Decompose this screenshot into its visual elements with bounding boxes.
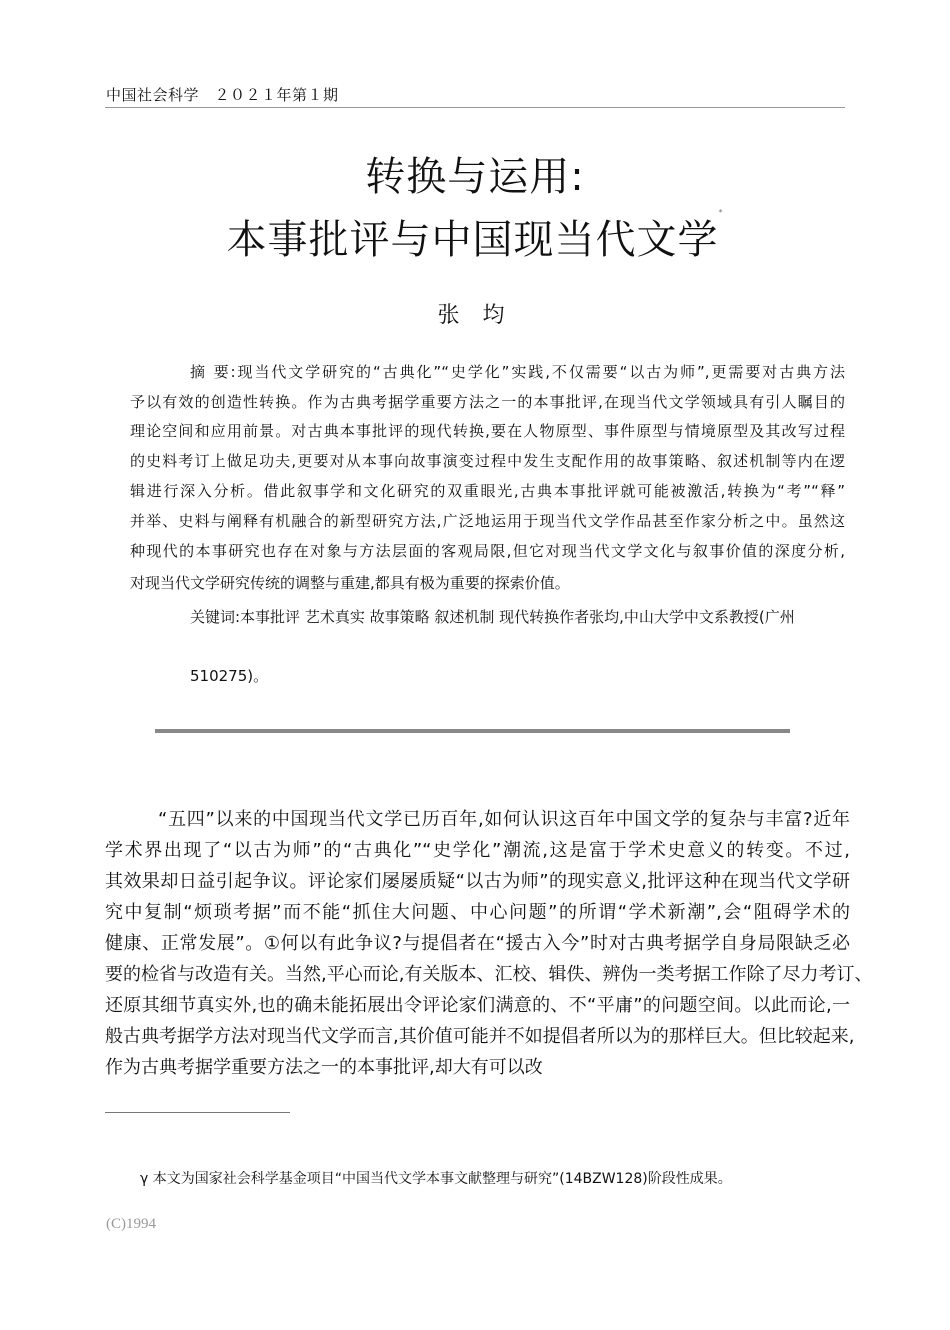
body-line: 作为古典考据学重要方法之一的本事批评,却大有可以改 bbox=[105, 1057, 543, 1078]
copyright-notice: (C)1994 bbox=[106, 1216, 156, 1232]
title-footnote-marker: * bbox=[718, 208, 724, 217]
abstract-line: 予以有效的创造性转换。作为古典考据学重要方法之一的本事批评,在现当代文学领域具有引人瞩目的 bbox=[130, 393, 845, 411]
abstract-line: 种现代的本事研究也存在对象与方法层面的客观局限,但它对现当代文学文化与叙事价值的深度分析, bbox=[130, 542, 845, 560]
abstract-line: 辑进行深入分析。借此叙事学和文化研究的双重眼光,古典本事批评就可能被激活,转换为“考”“释” bbox=[130, 482, 845, 500]
running-header: 中国社会科学 ２０２１年第１期 bbox=[106, 86, 339, 104]
footnote-rule bbox=[105, 1112, 290, 1113]
body-line: 健康、正常发展”。①何以有此争议?与提倡者在“援古入今”时对古典考据学自身局限缺乏必 bbox=[105, 933, 850, 954]
abstract-line: 对现当代文学研究传统的调整与重建,都具有极为重要的探索价值。 bbox=[130, 574, 570, 592]
abstract-line: 理论空间和应用前景。对古典本事批评的现代转换,要在人物原型、事件原型与情境原型及其改写过程 bbox=[130, 422, 845, 440]
title-text: 本事批评与中国现当代文学 bbox=[226, 217, 719, 263]
abstract-line: 的史料考订上做足功夫,更要对从本事向故事演变过程中发生支配作用的故事策略、叙述机制等内在逻 bbox=[130, 452, 845, 470]
abstract-line: 并举、史料与阐释有机融合的新型研究方法,广泛地运用于现当代文学作品甚至作家分析之中。虽然这 bbox=[130, 512, 845, 530]
body-line: 还原其细节真实外,也的确未能拓展出令评论家们满意的、不“平庸”的问题空间。以此而论,一 bbox=[105, 995, 850, 1016]
section-divider bbox=[155, 729, 790, 733]
title-line-1: 转换与运用: bbox=[365, 154, 585, 200]
keywords: 关键词:本事批评 艺术真实 故事策略 叙述机制 现代转换作者张均,中山大学中文系教授(广州 bbox=[190, 608, 795, 626]
header-rule bbox=[105, 107, 845, 108]
postcode: 510275)。 bbox=[190, 667, 269, 685]
author: 张 均 bbox=[437, 303, 513, 328]
body-line: 其效果却日益引起争议。评论家们屡屡质疑“以古为师”的现实意义,批评这种在现当代文学研 bbox=[105, 871, 850, 892]
abstract-line: 摘 要:现当代文学研究的“古典化”“史学化”实践,不仅需要“以古为师”,更需要对古典方法 bbox=[190, 363, 845, 381]
body-line: 学术界出现了“以古为师”的“古典化”“史学化”潮流,这是富于学术史意义的转变。不过, bbox=[105, 840, 850, 861]
body-line: 要的检省与改造有关。当然,平心而论,有关版本、汇校、辑佚、辨伪一类考据工作除了尽力考订、 bbox=[105, 964, 873, 985]
title-line-2 bbox=[0, 208, 950, 265]
footnote: γ 本文为国家社会科学基金项目“中国当代文学本事文献整理与研究”(14BZW128)阶段性成果。 bbox=[140, 1171, 732, 1187]
body-line: “五四”以来的中国现当代文学已历百年,如何认识这百年中国文学的复杂与丰富?近年 bbox=[158, 809, 850, 830]
body-line: 般古典考据学方法对现当代文学而言,其价值可能并不如提倡者所以为的那样巨大。但比较起来, bbox=[105, 1026, 855, 1047]
body-line: 究中复制“烦琐考据”而不能“抓住大问题、中心问题”的所谓“学术新潮”,会“阻碍学术的 bbox=[105, 902, 850, 923]
